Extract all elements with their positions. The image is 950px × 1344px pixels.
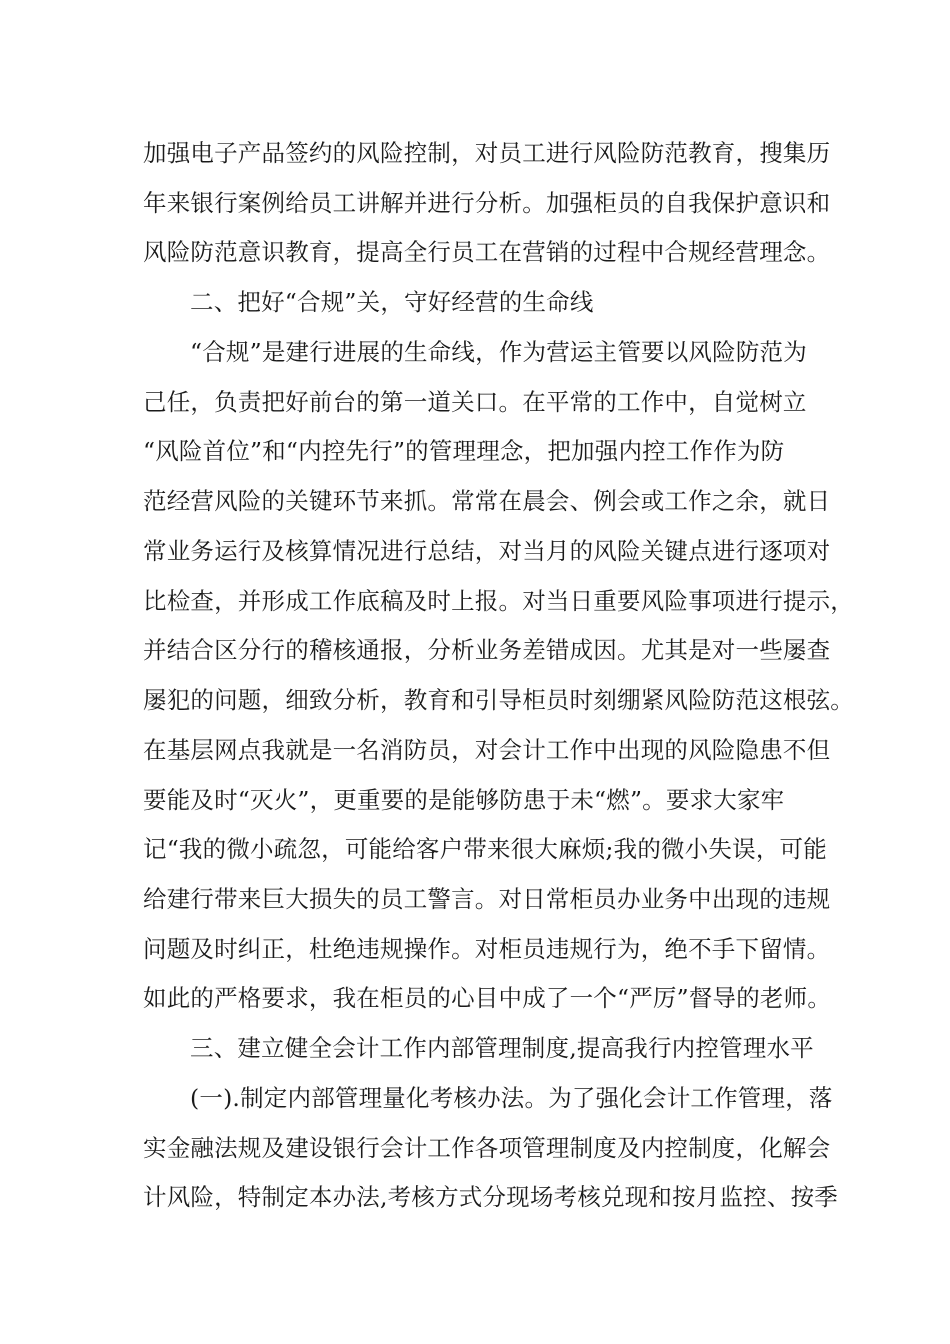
text-line: (一).制定内部管理量化考核办法。为了强化会计工作管理，落	[190, 1084, 833, 1112]
text-line: 给建行带来巨大损失的员工警言。对日常柜员办业务中出现的违规	[143, 885, 831, 913]
text-line: 并结合区分行的稽核通报，分析业务差错成因。尤其是对一些屡查	[143, 636, 831, 664]
text-line: 如此的严格要求，我在柜员的心目中成了一个“严厉”督导的老师。	[143, 984, 832, 1012]
text-line: 计风险，特制定本办法,考核方式分现场考核兑现和按月监控、按季	[143, 1183, 838, 1211]
text-line: “合规”是建行进展的生命线，作为营运主管要以风险防范为	[190, 338, 807, 366]
text-line: 风险防范意识教育，提高全行员工在营销的过程中合规经营理念。	[143, 238, 831, 266]
text-line: 年来银行案例给员工讲解并进行分析。加强柜员的自我保护意识和	[143, 189, 831, 217]
text-line: 在基层网点我就是一名消防员，对会计工作中出现的风险隐患不但	[143, 736, 831, 764]
text-line: 加强电子产品签约的风险控制，对员工进行风险防范教育，搜集历	[143, 139, 831, 167]
text-line: 问题及时纠正，杜绝违规操作。对柜员违规行为，绝不手下留情。	[143, 935, 831, 963]
text-line: 记“我的微小疏忽，可能给客户带来很大麻烦;我的微小失误，可能	[143, 835, 827, 863]
section-heading: 三、建立健全会计工作内部管理制度,提高我行内控管理水平	[190, 1034, 814, 1062]
text-line: 比检查，并形成工作底稿及时上报。对当日重要风险事项进行提示，	[143, 587, 854, 615]
text-line: “风险首位”和“内控先行”的管理理念，把加强内控工作作为防	[143, 437, 785, 465]
text-line: 范经营风险的关键环节来抓。常常在晨会、例会或工作之余，就日	[143, 487, 831, 515]
text-line: 实金融法规及建设银行会计工作各项管理制度及内控制度，化解会	[143, 1134, 831, 1162]
section-heading: 二、把好“合规”关，守好经营的生命线	[190, 288, 594, 316]
text-line: 要能及时“灭火”，更重要的是能够防患于未“燃”。要求大家牢	[143, 786, 785, 814]
text-line: 己任，负责把好前台的第一道关口。在平常的工作中，自觉树立	[143, 388, 807, 416]
text-line: 屡犯的问题，细致分析，教育和引导柜员时刻绷紧风险防范这根弦。	[143, 686, 854, 714]
text-line: 常业务运行及核算情况进行总结，对当月的风险关键点进行逐项对	[143, 537, 831, 565]
